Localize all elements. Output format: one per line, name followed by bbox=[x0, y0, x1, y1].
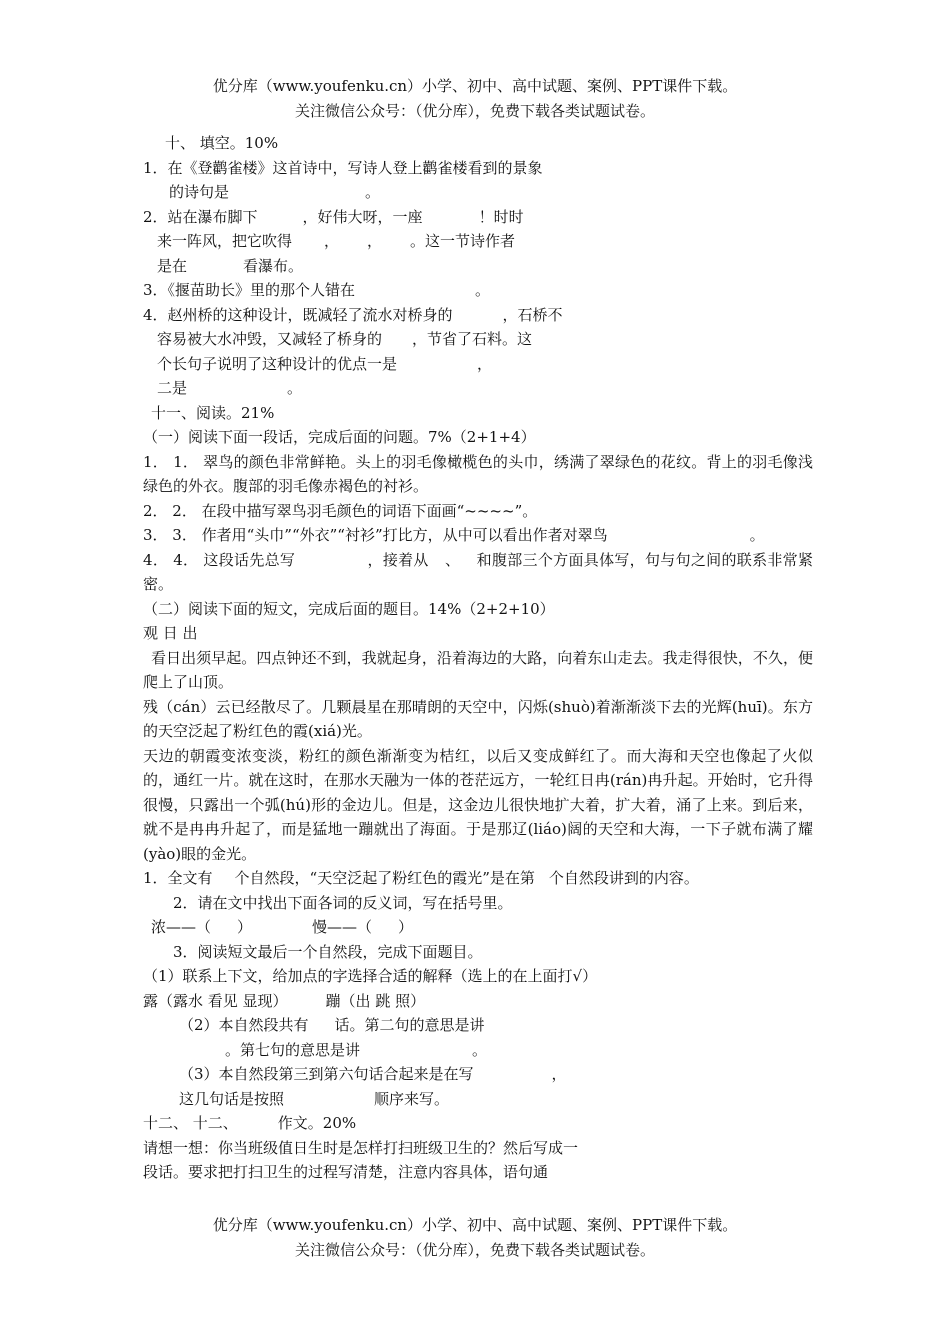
q33-text-3: 这几句话是按照 bbox=[179, 1089, 285, 1108]
item-3-end: 。 bbox=[749, 526, 765, 544]
q4-text-3: 容易被大水冲毁，又减轻了桥身的 bbox=[157, 330, 383, 348]
reading-item-1: 1． 1． 翠鸟的颜色非常鲜艳。头上的羽毛像橄榄色的头巾，绣满了翠绿色的花纹。背上的羽毛像浅绿色的外衣。腹部的羽毛像赤褐色的衬衫。 bbox=[143, 452, 813, 495]
section-10-title: 十、 填空。10% bbox=[165, 134, 279, 152]
q2-text-7: 。这一节诗作者 bbox=[410, 232, 516, 250]
q4-text-7: 二是 bbox=[157, 379, 188, 397]
q4-text-4: ，节省了石料。这 bbox=[412, 330, 533, 348]
story-question-3: 3．阅读短文最后一个自然段，完成下面题目。 bbox=[173, 942, 483, 961]
q33-text-2: ， bbox=[551, 1065, 567, 1083]
part-1-title: （一）阅读下面一段话，完成后面的问题。7%（2+1+4） bbox=[143, 428, 536, 446]
q33-text-1: （3）本自然段第三到第六句话合起来是在写 bbox=[179, 1065, 474, 1083]
q1-line-a: 1．在《登鹳雀楼》这首诗中，写诗人登上鹳雀楼看到的景象 bbox=[143, 158, 543, 177]
story-paragraph-3: 天边的朝霞变浓变淡，粉红的颜色渐渐变为桔红，以后又变成鲜红了。而大海和天空也像起了火似的，通红一片。就在这时，在那水天融为一体的苍茫远方，一轮红日冉(rán)冉升起。开始时，它升得很慢，只露出一个弧(hú)形的金边儿。但是，这金边儿很快地扩大着，扩大着，涌了上来。到后来，就不是冉冉升起了，而是猛地一蹦就出了海面。于是那辽(liáo)阔的天空和大海，一下子就布满了耀(yào)眼的金光。 bbox=[143, 746, 813, 863]
sq1-text-3: 个自然段讲到的内容。 bbox=[548, 869, 699, 887]
item-4-text-3: 、 bbox=[444, 550, 461, 569]
q2-line-a bbox=[143, 205, 813, 230]
q2-text-8: 是在 bbox=[157, 256, 188, 275]
q2-text-6: ， bbox=[367, 232, 383, 250]
reading-item-2: 2． 2． 在段中描写翠鸟羽毛颜色的词语下面画“~~~~”。 bbox=[143, 501, 538, 520]
word-choice-beng: 蹦（出 跳 照） bbox=[325, 991, 426, 1010]
q32-text-1: （2）本自然段共有 bbox=[179, 1016, 309, 1034]
story-question-1 bbox=[143, 866, 813, 891]
section-12-label: 作文。20% bbox=[277, 1114, 357, 1132]
q4-text-6: ， bbox=[477, 354, 493, 373]
q2-text-2: ，好伟大呀，一座 bbox=[302, 207, 423, 226]
q4-line-b bbox=[143, 327, 813, 352]
sq1-text-1: 1．全文有 bbox=[143, 869, 213, 887]
antonym-row bbox=[143, 915, 813, 940]
item-4-text-2: ，接着从 bbox=[367, 550, 429, 569]
q1-text: 的诗句是 bbox=[169, 183, 230, 201]
q32-text-2: 话。第二句的意思是讲 bbox=[334, 1016, 485, 1034]
story-paragraph-1: 看日出须早起。四点钟还不到，我就起身，沿着海边的大路，向着东山走去。我走得很快，不久，便爬上了山顶。 bbox=[143, 648, 813, 691]
section-12-title bbox=[143, 1111, 813, 1136]
q2-text-5: ， bbox=[324, 232, 340, 250]
q2-text-1: 2．站在瀑布脚下 bbox=[143, 207, 258, 226]
q3-end: 。 bbox=[475, 281, 491, 299]
antonym-2-close: ） bbox=[398, 918, 414, 936]
q4-line-c bbox=[143, 352, 813, 377]
story-question-2: 2．请在文中找出下面各词的反义词，写在括号里。 bbox=[173, 893, 513, 912]
q32-text-4: 。 bbox=[472, 1040, 488, 1059]
q4-text-5: 个长句子说明了这种设计的优点一是 bbox=[157, 354, 398, 373]
question-3-2-line-a bbox=[143, 1013, 813, 1038]
q4-text-2: ，石桥不 bbox=[502, 305, 563, 324]
section-11-title: 十一、阅读。21% bbox=[151, 403, 275, 422]
q4-text-1: 4．赵州桥的这种设计，既减轻了流水对桥身的 bbox=[143, 305, 453, 324]
word-choice-row bbox=[143, 989, 813, 1014]
q2-text-4: 来一阵风，把它吹得 bbox=[157, 232, 293, 250]
q2-line-c bbox=[143, 254, 813, 279]
q2-line-b bbox=[143, 229, 813, 254]
header-line-1: 优分库（www.youfenku.cn）小学、初中、高中试题、案例、PPT课件下载。 bbox=[212, 77, 738, 95]
header-line-2: 关注微信公众号：（优分库），免费下载各类试题试卷。 bbox=[294, 102, 655, 120]
q3-text: 3．《揠苗助长》里的那个人错在 bbox=[143, 281, 356, 299]
reading-item-3 bbox=[143, 523, 813, 548]
story-paragraph-2: 残（cán）云已经散尽了。几颗晨星在那晴朗的天空中，闪烁(shuò)着渐渐淡下去的光辉(huī)。东方的天空泛起了粉红色的霞(xiá)光。 bbox=[143, 697, 813, 740]
q4-text-8: 。 bbox=[287, 379, 303, 397]
antonym-1-close: ） bbox=[237, 918, 253, 936]
footer-line-1: 优分库（www.youfenku.cn）小学、初中、高中试题、案例、PPT课件下载。 bbox=[212, 1216, 738, 1234]
question-3-2-line-b bbox=[143, 1038, 813, 1063]
q4-line-a bbox=[143, 303, 813, 328]
story-title: 观 日 出 bbox=[143, 624, 198, 642]
q2-text-9: 看瀑布。 bbox=[243, 256, 304, 275]
item-4-text-1: 4． 4． 这段话先总写 bbox=[143, 550, 296, 569]
question-3-1: （1）联系上下文，给加点的字选择合适的解释（选上的在上面打√） bbox=[143, 967, 598, 985]
q1-end: 。 bbox=[365, 183, 381, 201]
essay-prompt-line-2: 段话。要求把打扫卫生的过程写清楚，注意内容具体，语句通 bbox=[143, 1163, 549, 1181]
q4-line-d bbox=[143, 376, 813, 401]
q32-text-3: 。第七句的意思是讲 bbox=[225, 1040, 361, 1059]
reading-item-4 bbox=[143, 548, 813, 597]
item-4-text-4: 和腹部三个方面具体写，句与句之间的联系非常紧密。 bbox=[143, 550, 813, 593]
part-2-title: （二）阅读下面的短文，完成后面的题目。14%（2+2+10） bbox=[143, 599, 555, 618]
question-3-3-line-b bbox=[143, 1087, 813, 1112]
sq1-text-2: 个自然段，“天空泛起了粉红色的霞光”是在第 bbox=[234, 869, 535, 887]
footer-line-2: 关注微信公众号：（优分库），免费下载各类试题试卷。 bbox=[294, 1241, 655, 1259]
essay-prompt-line-1: 请想一想：你当班级值日生时是怎样打扫班级卫生的？然后写成一 bbox=[143, 1138, 579, 1157]
page-header bbox=[0, 74, 950, 124]
question-3-3-line-a bbox=[143, 1062, 813, 1087]
section-12-number: 十二、 十二、 bbox=[143, 1114, 238, 1132]
page-footer bbox=[0, 1213, 950, 1263]
item-3-text: 3． 3． 作者用“头巾”“外衣”“衬衫”打比方，从中可以看出作者对翠鸟 bbox=[143, 526, 608, 544]
q1-line-b bbox=[143, 180, 813, 205]
antonym-1: 浓——（ bbox=[151, 918, 212, 936]
antonym-2: 慢——（ bbox=[312, 918, 373, 936]
word-choice-lu: 露（露水 看见 显现） bbox=[143, 991, 288, 1010]
document-body bbox=[143, 131, 813, 1185]
q3-line bbox=[143, 278, 813, 303]
q33-text-4: 顺序来写。 bbox=[374, 1089, 450, 1108]
q2-text-3: ！时时 bbox=[478, 207, 524, 226]
